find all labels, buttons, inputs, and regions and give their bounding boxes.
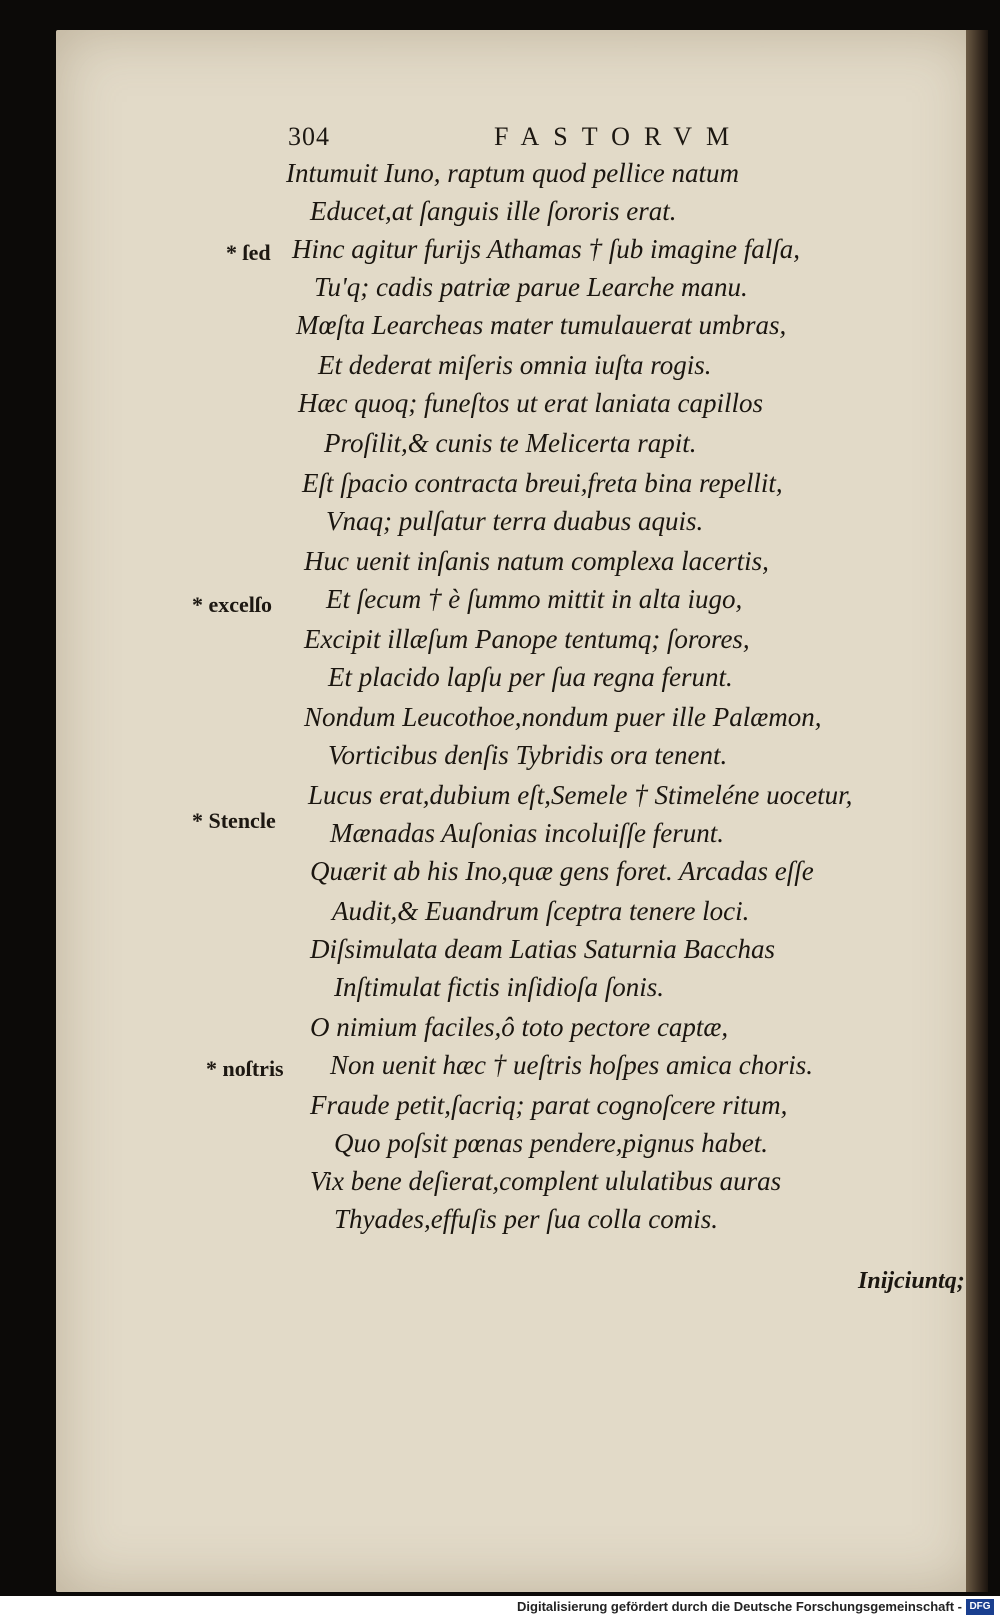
verse-line: Tu'q; cadis patriæ parue Learche manu. xyxy=(314,272,748,302)
verse-line: Vorticibus denſis Tybridis ora tenent. xyxy=(328,740,728,770)
verse-line: Hæc quoq; funeſtos ut erat laniata capillos xyxy=(298,388,763,418)
dfg-logo: DFG xyxy=(966,1599,994,1615)
marginal-note: * Stencle xyxy=(192,808,276,833)
page-number: 304 xyxy=(288,122,330,151)
verse-line: Thyades,effuſis per ſua colla comis. xyxy=(334,1204,718,1234)
verse-line: Vix bene deſierat,complent ululatibus auras xyxy=(310,1166,782,1196)
verse-line: Excipit illæſum Panope tentumq; ſorores, xyxy=(304,624,750,654)
verse-line: Intumuit Iuno, raptum quod pellice natum xyxy=(286,158,739,188)
verse-line: Proſilit,& cunis te Melicerta rapit. xyxy=(324,428,697,458)
verse-line: Nondum Leucothoe,nondum puer ille Palæmon, xyxy=(304,702,822,732)
page-header xyxy=(288,122,810,162)
verse-line: Lucus erat,dubium eſt,Semele † Stimeléne uocetur, xyxy=(308,780,853,810)
verse-line: Vnaq; pulſatur terra duabus aquis. xyxy=(326,506,704,536)
verse-line: Audit,& Euandrum ſceptra tenere loci. xyxy=(332,896,750,926)
verse-line: Et ſecum † è ſummo mittit in alta iugo, xyxy=(326,584,743,614)
verse-line: Hinc agitur furijs Athamas † ſub imagine falſa, xyxy=(292,234,801,264)
verse-line: Inſtimulat fictis inſidioſa ſonis. xyxy=(334,972,665,1002)
footer-credit: Digitalisierung gefördert durch die Deutsche Forschungsgemeinschaft - xyxy=(517,1599,962,1614)
verse-line: Diſsimulata deam Latias Saturnia Bacchas xyxy=(310,934,775,964)
verse-line: Mænadas Auſonias incoluiſſe ferunt. xyxy=(330,818,724,848)
verse-line: Educet,at ſanguis ille ſororis erat. xyxy=(310,196,677,226)
verse-line: Et dederat miſeris omnia iuſta rogis. xyxy=(318,350,712,380)
verse-line: Non uenit hæc † ueſtris hoſpes amica choris. xyxy=(330,1050,813,1080)
footer-bar xyxy=(0,1596,1000,1620)
marginal-note: * excelſo xyxy=(192,592,273,617)
page-edge xyxy=(966,30,988,1592)
verse-line: Huc uenit inſanis natum complexa lacertis, xyxy=(304,546,769,576)
verse-line: O nimium faciles,ô toto pectore captæ, xyxy=(310,1012,729,1042)
verse-line: Quo poſsit pœnas pendere,pignus habet. xyxy=(334,1128,768,1158)
verse-line: Et placido lapſu per ſua regna ferunt. xyxy=(328,662,733,692)
marginal-note: * ſed xyxy=(226,240,271,265)
verse-line: Quærit ab his Ino,quæ gens foret. Arcadas eſſe xyxy=(310,856,814,886)
verse-line: Eſt ſpacio contracta breui,freta bina repellit, xyxy=(302,468,783,498)
running-title: FASTORVM xyxy=(494,122,744,151)
catchword: Inijciuntq; xyxy=(858,1268,965,1294)
verse-line: Fraude petit,ſacriq; parat cognoſcere ritum, xyxy=(310,1090,788,1120)
verse-line: Mœſta Learcheas mater tumulauerat umbras, xyxy=(296,310,787,340)
marginal-note: * noſtris xyxy=(206,1056,284,1081)
